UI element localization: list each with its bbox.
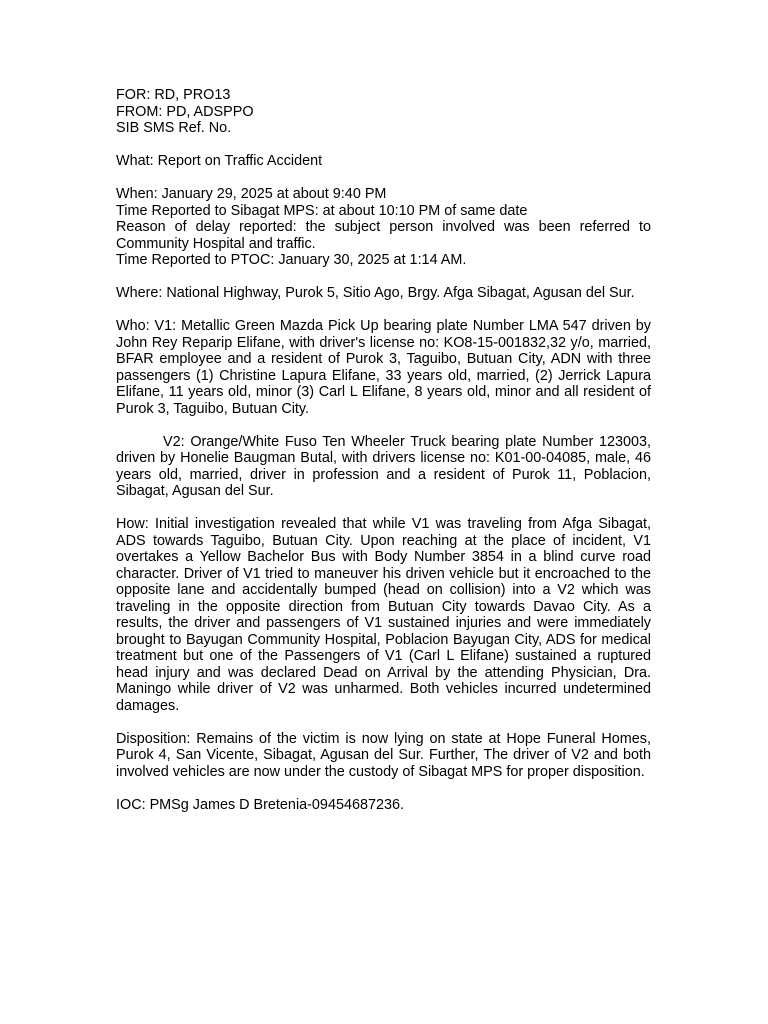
memo-who-v2: V2: Orange/White Fuso Ten Wheeler Truck bearing plate Number 123003, driven by Honelie Baugman Butal, with drivers license no: K01-00-04085, male, 46 years old, married, driver in profession and a resident of Purok 11, Poblacion, Sibagat, Agusan del Sur.	[116, 433, 651, 499]
memo-sib-ref: SIB SMS Ref. No.	[116, 120, 232, 136]
memo-for: FOR: RD, PRO13	[116, 87, 231, 103]
report-document	[116, 87, 651, 813]
memo-what: What: Report on Traffic Accident	[116, 153, 323, 169]
memo-how: How: Initial investigation revealed that while V1 was traveling from Afga Sibagat, ADS towards Taguibo, Butuan City. Upon reaching at the place of incident, V1 overtakes a Yellow Bachelor Bus with Body Number 3854 in a blind curve road character. Driver of V1 tried to maneuver his driven vehicle but it encroached to the opposite lane and accidentally bumped (head on collision) into a V2 which was traveling in the opposite direction from Butuan City towards Davao City. As a results, the driver and passengers of V1 sustained injuries and were immediately brought to Bayugan Community Hospital, Poblacion Bayugan City, ADS for medical treatment but one of the Passengers of V1 (Carl L Elifane) sustained a ruptured head injury and was declared Dead on Arrival by the attending Physician, Dra. Maningo while driver of V2 was unharmed. Both vehicles incurred undetermined damages.	[116, 516, 651, 714]
memo-time-reported-mps: Time Reported to Sibagat MPS: at about 10:10 PM of same date	[116, 202, 528, 219]
memo-when: When: January 29, 2025 at about 9:40 PM	[116, 186, 387, 202]
memo-who-v1: Who: V1: Metallic Green Mazda Pick Up bearing plate Number LMA 547 driven by John Rey Reparip Elifane, with driver's license no: KO8-15-001832,32 y/o, married, BFAR employee and a resident of Purok 3, Taguibo, Butuan City, ADN with three passengers (1) Christine Lapura Elifane, 33 years old, married, (2) Jerrick Lapura Elifane, 11 years old, minor (3) Carl L Elifane, 8 years old, minor and all resident of Purok 3, Taguibo, Butuan City.	[116, 318, 651, 417]
spacer	[116, 780, 651, 797]
memo-ioc: IOC: PMSg James D Bretenia-09454687236.	[116, 796, 404, 813]
memo-from: FROM: PD, ADSPPO	[116, 103, 254, 120]
memo-disposition: Disposition: Remains of the victim is now lying on state at Hope Funeral Homes, Purok 4, San Vicente, Sibagat, Agusan del Sur. Further, The driver of V2 and both involved vehicles are now under the custody of Sibagat MPS for proper disposition.	[116, 730, 651, 780]
spacer	[116, 137, 651, 154]
memo-time-reported-ptoc: Time Reported to PTOC: January 30, 2025 at 1:14 AM.	[116, 252, 467, 268]
spacer	[116, 269, 651, 286]
spacer	[116, 302, 651, 319]
spacer	[116, 714, 651, 731]
spacer	[116, 170, 651, 187]
spacer	[116, 417, 651, 434]
memo-delay-reason: Reason of delay reported: the subject person involved was been referred to Community Hospital and traffic.	[116, 219, 651, 252]
spacer	[116, 500, 651, 517]
memo-where: Where: National Highway, Purok 5, Sitio Ago, Brgy. Afga Sibagat, Agusan del Sur.	[116, 285, 635, 301]
